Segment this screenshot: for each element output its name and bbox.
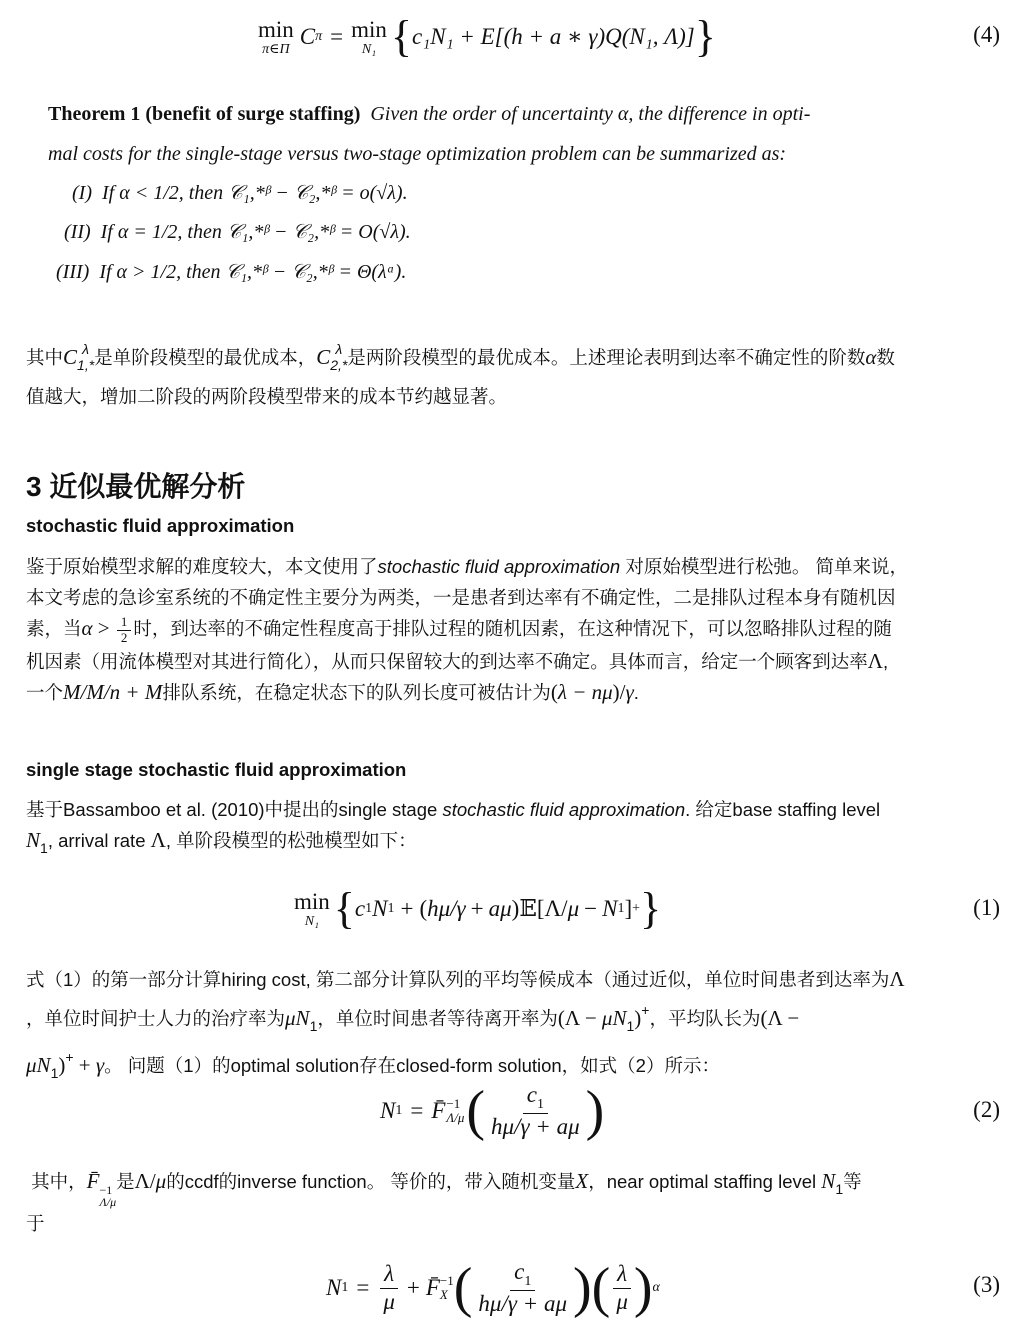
theorem-intro-1: Given the order of uncertainty α, the difference in opti- (370, 103, 811, 125)
equation-4-number: (4) (973, 22, 1000, 47)
subsection-heading-fluid: stochastic fluid approximation (26, 515, 295, 536)
section-heading: 3 近似最优解分析 (26, 471, 246, 502)
paragraph-fluid-approximation: 鉴于原始模型求解的难度较大，本文使用了stochastic fluid approximation 对原始模型进行松弛。 简单来说， 本文考虑的急诊室系统的不确定性主要分为两类，一是患者到达率有不确定性，二是排队过程本身有随机因 素，当α > $\frac{1}{2}$ 时，到达率的不确定性程度高于排队过程的随机因素，在这种情况下，可以忽略排队过程的随 机因素（用流体模型对其进行简化），从而只保留较大的到达率不确定。具体而言，给定一个顾客到达率Λ, 一个M/M/n + M排队系统，在稳定状态下的队列长度可被估计为(λ − nμ)/γ. (26, 556, 908, 704)
paragraph-cost-explanation: 式（1）的第一部分计算hiring cost, 第二部分计算队列的平均等候成本（通过近似，单位时间患者到达率为Λ ，单位时间护士人力的治疗率为$\mu N_1$，单位时间患者等待离开率为$(\Lambda - \mu N_1)^+$，平均队长为(Λ − $\mu N_1)^+ + \gamma$。 问题（1）的optimal solution存在closed-form solution，如式（2）所示： (26, 967, 905, 1081)
theorem-case-3: (III) If α > 1/2, then 𝒞₁,*ᵝ − 𝒞₂,*ᵝ = Θ(λᵅ). (56, 261, 407, 283)
equation-3-number: (3) (973, 1272, 1000, 1297)
theorem-intro-line-2: mal costs for the single-stage versus two-stage optimization problem can be summarized as: (48, 143, 787, 165)
theorem-case-1: (I) If α < 1/2, then 𝒞₁,*ᵝ − 𝒞₂,*ᵝ = o(√λ). (72, 182, 408, 204)
equation-2: N 1 = F̄ −1 Λ/μ ( $\frac{c_1}{h\mu/\gamma + a\mu}$ ) (380, 1080, 605, 1142)
equation-1: min N₁ { c 1 N 1 + ( hμ/γ + aμ )𝔼[Λ/ μ − N 1 ] + } (294, 884, 662, 933)
paragraph-single-stage: 基于Bassamboo et al. (2010)中提出的single stage stochastic fluid approximation. 给定base staffing level $N_1$, arrival rate Λ, 单阶段模型的松弛模型如下： (26, 799, 881, 856)
equation-3: N 1 = $\frac{\lambda}{\mu}$ + F̄ −1 X ( $\frac{c_1}{h\mu/\gamma + a\mu}$ ) ( $\frac{\lambda}{\mu}$ ) α (326, 1257, 660, 1319)
theorem-case-2: (II) If α = 1/2, then 𝒞₁,*ᵝ − 𝒞₂,*ᵝ = O(√λ). (64, 221, 411, 243)
paragraph-inverse-ccdf: 其中，F̄ −1 Λ/μ 是Λ/μ的ccdf的inverse function。 等价的，带入随机变量X，near optimal staffing level $N_1$等 于 (26, 1169, 862, 1234)
theorem-title-line (48, 103, 810, 126)
equation-2-number: (2) (973, 1097, 1000, 1122)
theorem-title: Theorem 1 (benefit of surge staffing) (48, 103, 361, 125)
subsection-heading-single-stage: single stage stochastic fluid approximation (26, 759, 407, 780)
equation-1-number: (1) (973, 895, 1000, 920)
equation-4: min π∈Π C π = min N₁ { c₁N₁ + E[(h + a ∗ γ)Q(N₁, Λ)] } (258, 12, 716, 61)
paragraph-cost-comparison: 其中$C_{1,*}^\lambda$ 是单阶段模型的最优成本，$C_{2,*}^\lambda$ 是两阶段模型的最优成本。上述理论表明到达率不确定性的阶数α数 值越大，增加二阶段的两阶段模型带来的成本节约越显著。 (26, 341, 895, 407)
